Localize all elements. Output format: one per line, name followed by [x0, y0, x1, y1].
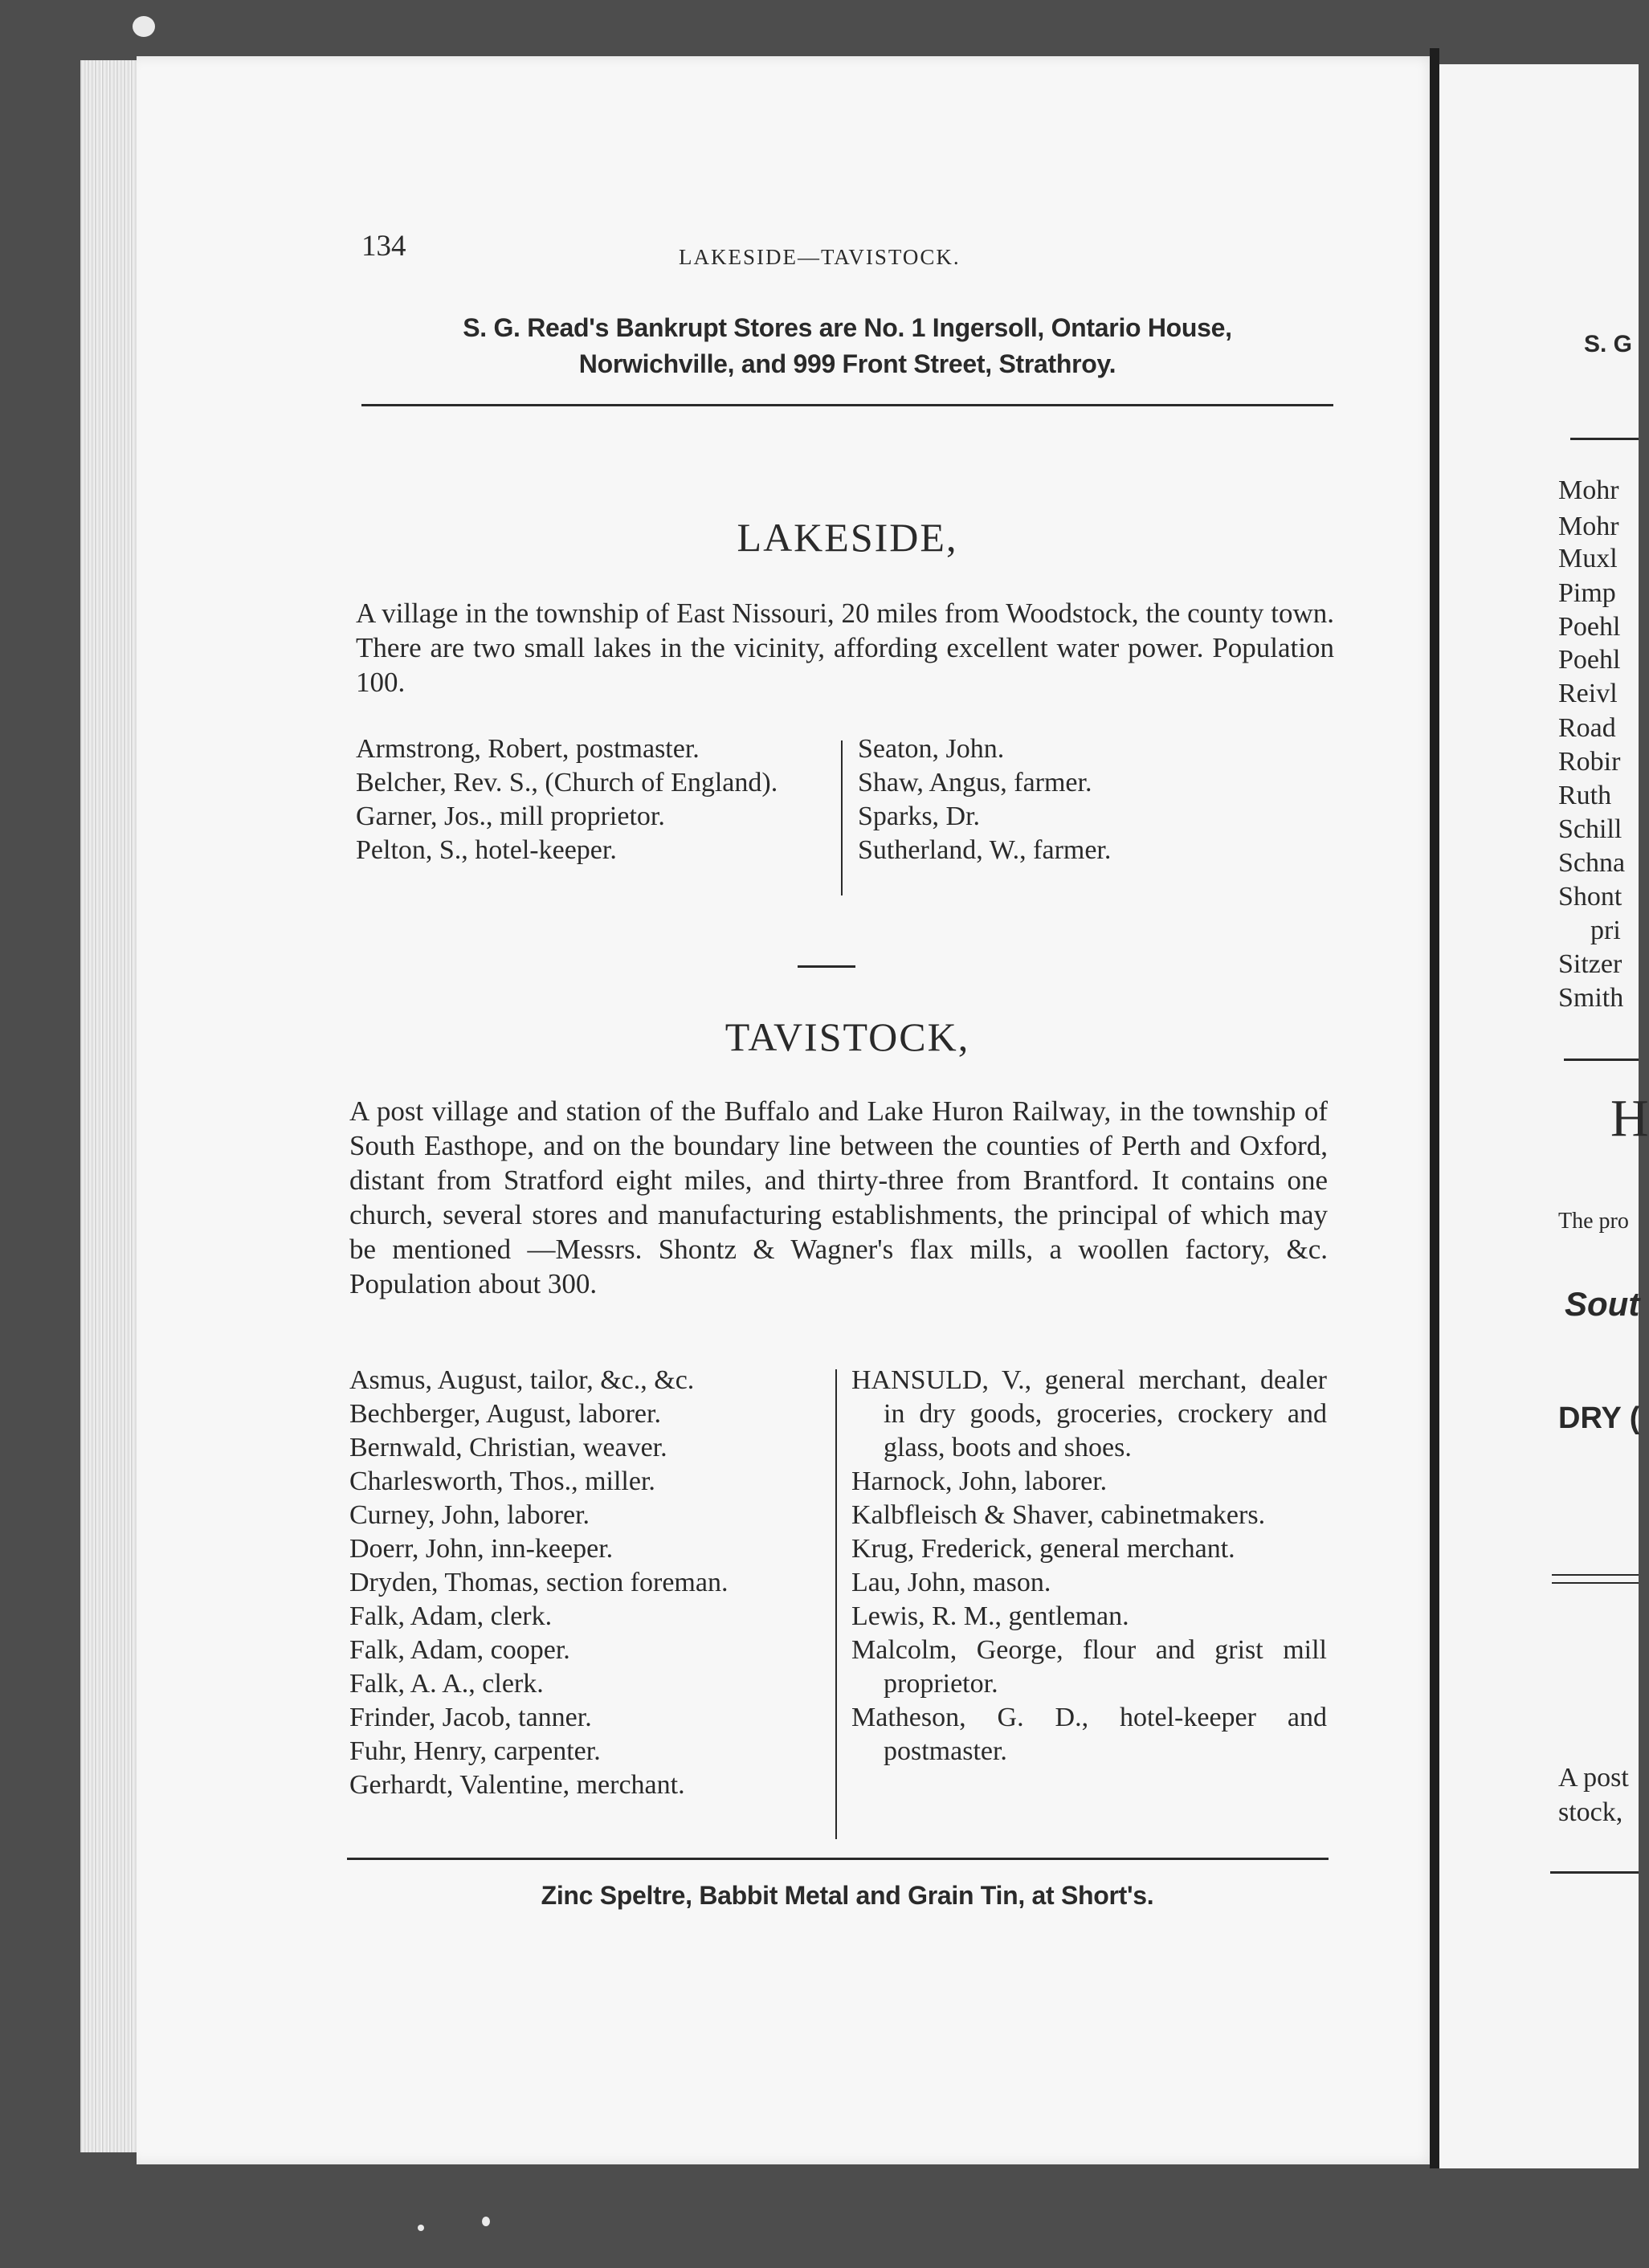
facing-page-fragment: The pro	[1558, 1209, 1629, 1234]
directory-entry: Charlesworth, Thos., miller.	[349, 1466, 655, 1496]
facing-page-fragment: Mohr	[1558, 475, 1619, 505]
tavistock-directory-right	[851, 1364, 1327, 1768]
facing-page-fragment: Muxl	[1558, 544, 1618, 573]
advertisement-top-line-1: S. G. Read's Bankrupt Stores are No. 1 Ingersoll, Ontario House,	[463, 313, 1232, 342]
directory-entry: Asmus, August, tailor, &c., &c.	[349, 1365, 695, 1395]
directory-entry: Sutherland, W., farmer.	[858, 835, 1112, 865]
facing-page-fragment: pri	[1590, 916, 1621, 945]
lakeside-directory-left	[356, 732, 822, 867]
facing-page-rule	[1550, 1871, 1639, 1874]
lakeside-description: A village in the township of East Nissouri, 20 miles from Woodstock, the county town. There are two small lakes in the vicinity, affording excellent water power. Population 100.	[356, 598, 1334, 698]
directory-entry: Bechberger, August, laborer.	[349, 1399, 661, 1429]
directory-entry: Lewis, R. M., gentleman.	[851, 1601, 1129, 1631]
directory-entry: Sparks, Dr.	[858, 802, 981, 831]
facing-page-fragment: Ruth	[1558, 781, 1612, 810]
directory-entry: Frinder, Jacob, tanner.	[349, 1703, 592, 1732]
book-gutter	[1430, 48, 1439, 2176]
facing-page-fragment: Robir	[1558, 747, 1621, 777]
facing-page-fragment: stock,	[1558, 1797, 1623, 1827]
directory-entry: Bernwald, Christian, weaver.	[349, 1433, 667, 1462]
scan-speck	[133, 16, 155, 37]
facing-page-fragment: Smith	[1558, 983, 1624, 1013]
column-divider	[841, 740, 843, 895]
right-page	[1439, 64, 1639, 2168]
advertisement-top-line-2: Norwichville, and 999 Front Street, Strathroy.	[578, 349, 1116, 378]
tavistock-description: A post village and station of the Buffalo and Lake Huron Railway, in the township of South Easthope, and on the boundary line between the counties of Perth and Oxford, distant from Stratford eight miles, and thirty-three from Brantford. It contains one church, several stores and manufacturing establishments, the principal of which may be mentioned —Messrs. Shontz & Wagner's flax mills, a woollen factory, &c. Population about 300.	[349, 1095, 1328, 1299]
tavistock-heading: TAVISTOCK,	[724, 1014, 970, 1059]
header-rule	[361, 404, 1333, 406]
directory-entry: Curney, John, laborer.	[349, 1500, 590, 1530]
facing-page-fragment: Shont	[1558, 882, 1622, 912]
facing-page-heading-letter: H	[1610, 1089, 1649, 1148]
directory-entry: Dryden, Thomas, section foreman.	[349, 1568, 729, 1597]
directory-entry: HANSULD, V., general merchant, dealer in dry goods, groceries, crockery and glass, boots and shoes.	[851, 1365, 1327, 1462]
directory-entry: Malcolm, George, flour and grist mill proprietor.	[851, 1635, 1327, 1699]
facing-page-rule	[1564, 1059, 1639, 1061]
running-head: LAKESIDE—TAVISTOCK.	[679, 245, 961, 269]
directory-entry: Doerr, John, inn-keeper.	[349, 1534, 614, 1564]
directory-entry: Krug, Frederick, general merchant.	[851, 1534, 1235, 1564]
directory-entry: Kalbfleisch & Shaver, cabinetmakers.	[851, 1500, 1266, 1530]
directory-entry: Fuhr, Henry, carpenter.	[349, 1736, 601, 1766]
section-divider	[798, 965, 855, 968]
facing-page-fragment: Schna	[1558, 848, 1626, 878]
scan-speck	[418, 2225, 424, 2231]
column-divider	[835, 1369, 837, 1839]
facing-page-fragment: DRY (	[1558, 1401, 1640, 1435]
page-number: 134	[361, 230, 406, 263]
facing-page-rule	[1552, 1582, 1639, 1584]
facing-page-fragment: Mohr	[1558, 512, 1619, 541]
facing-page-fragment: Poehl	[1558, 612, 1621, 642]
directory-entry: Matheson, G. D., hotel-keeper and postmaster.	[851, 1703, 1327, 1766]
tavistock-directory-left	[349, 1364, 815, 1802]
scan-background	[0, 2168, 1639, 2268]
directory-entry: Seaton, John.	[858, 734, 1005, 764]
facing-page-fragment: Sout	[1565, 1285, 1640, 1323]
directory-entry: Falk, Adam, clerk.	[349, 1601, 553, 1631]
facing-page-fragment: Road	[1558, 713, 1616, 743]
directory-entry: Belcher, Rev. S., (Church of England).	[356, 768, 778, 797]
lakeside-heading: LAKESIDE,	[737, 515, 958, 560]
footer-rule	[347, 1858, 1329, 1860]
directory-entry: Falk, A. A., clerk.	[349, 1669, 544, 1699]
scan-speck	[482, 2217, 490, 2226]
advertisement-bottom: Zinc Speltre, Babbit Metal and Grain Tin, at Short's.	[541, 1881, 1154, 1910]
facing-page-rule	[1552, 1574, 1639, 1576]
facing-page-head: S. G	[1584, 331, 1633, 357]
facing-page-fragment: Sitzer	[1558, 949, 1622, 979]
directory-entry: Garner, Jos., mill proprietor.	[356, 802, 665, 831]
facing-page-rule	[1570, 438, 1639, 440]
facing-page-fragment: Pimp	[1558, 578, 1616, 608]
directory-entry: Harnock, John, laborer.	[851, 1466, 1108, 1496]
directory-entry: Gerhardt, Valentine, merchant.	[349, 1770, 685, 1800]
facing-page-fragment: A post	[1558, 1763, 1629, 1793]
directory-entry: Falk, Adam, cooper.	[349, 1635, 570, 1665]
facing-page-fragment: Reivl	[1558, 679, 1618, 708]
facing-page-fragment: Schill	[1558, 814, 1622, 844]
directory-entry: Armstrong, Robert, postmaster.	[356, 734, 700, 764]
directory-entry: Pelton, S., hotel-keeper.	[356, 835, 617, 865]
directory-entry: Shaw, Angus, farmer.	[858, 768, 1092, 797]
directory-entry: Lau, John, mason.	[851, 1568, 1051, 1597]
facing-page-fragment: Poehl	[1558, 645, 1621, 675]
lakeside-directory-right	[858, 732, 1340, 867]
